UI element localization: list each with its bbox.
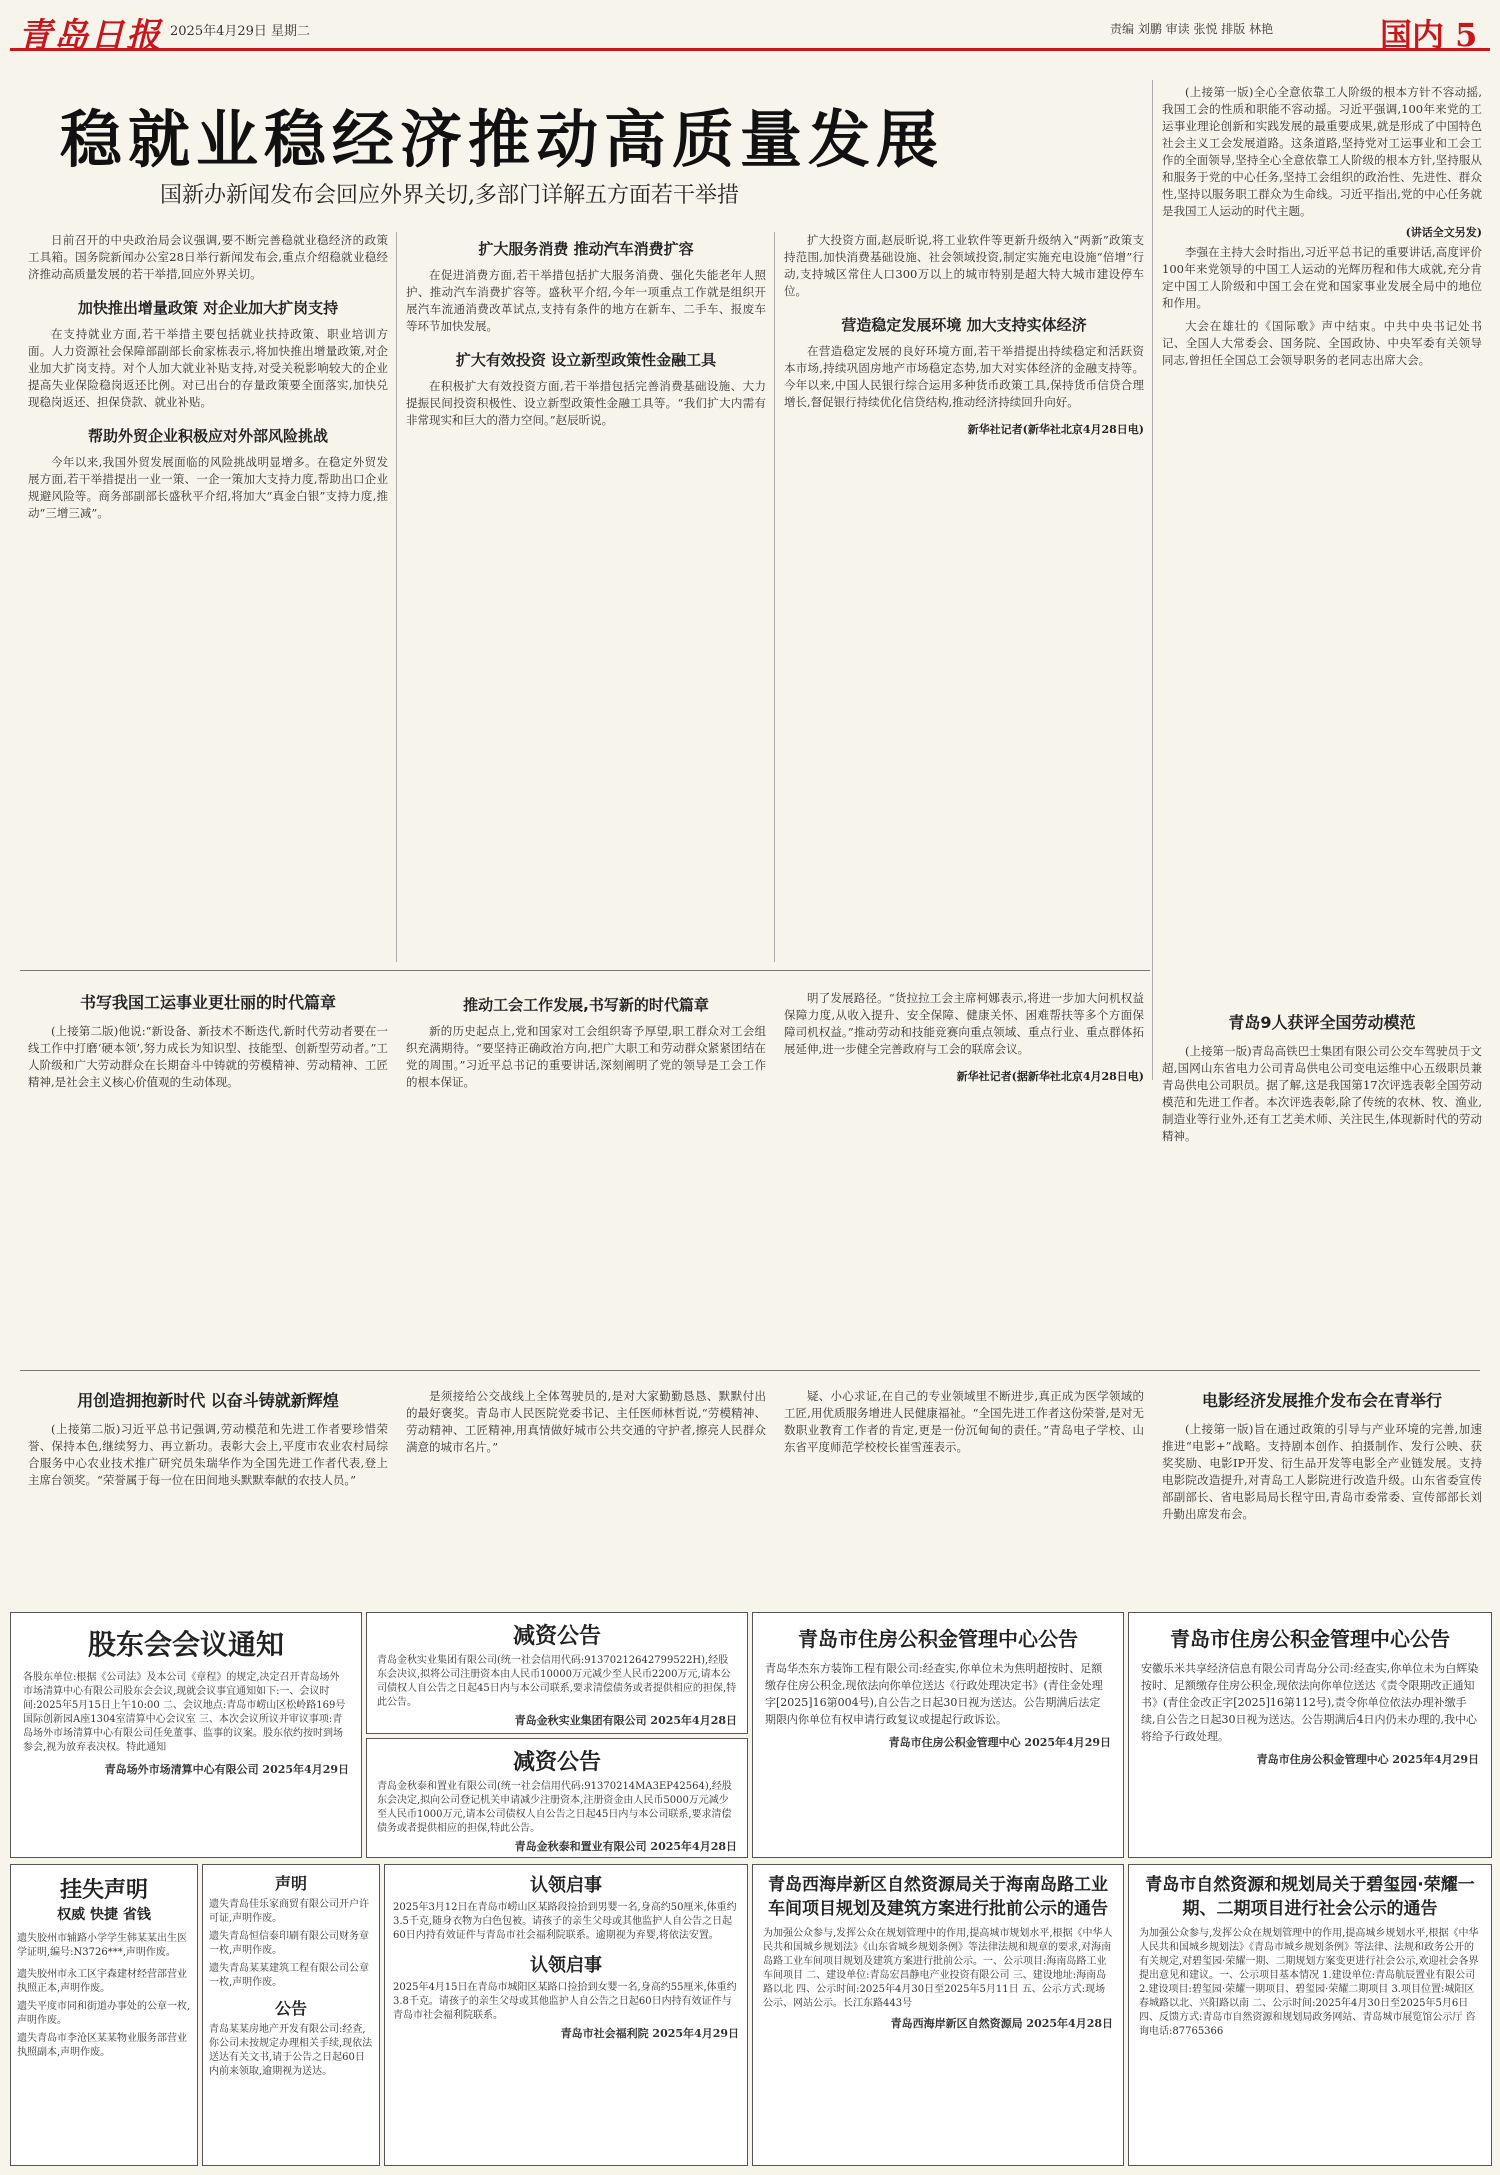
lead-col-3 (784, 232, 1144, 437)
story2-headline: 书写我国工运事业更壮丽的时代篇章 (79, 993, 336, 1012)
story2-right-text: 明了发展路径。“货拉拉工会主席柯娜表示,将进一步加大问机权益保障力度,从收入提升、安全保障、健康关怀、困难帮扶等多个方面保障司机权益。”推动劳动和技能竞赛向重点领域、重点行业、重点群体拓展延伸,进一步健全完善政府与工会的联席会议。 (784, 991, 1144, 1056)
section-heading-employment: 加快推出增量政策 对企业加大扩岗支持 (77, 299, 339, 317)
ad-land-notice-1 (752, 1864, 1124, 2166)
ad-body: 为加强公众参与,发挥公众在规划管理中的作用,提高城市规划水平,根据《中华人民共和国城乡规划法》《山东省城乡规划条例》等法律法规和规章的要求,对海南岛路工业车间项目规划及建筑方案进行批前公示。一、公示项目:海南岛路工业车间项目 二、建设单位:青岛宏昌静电产业投资有限公司 三、建设地址:海南岛路以北 四、公示时间:2025年4月30日至2025年5月11日 五、公示方式:现场公示、网站公示。长江东路443号 (763, 1928, 1113, 2009)
lost-item: 遗失胶州市辅路小学学生韩某某出生医学证明,编号:N3726***,声明作废。 (17, 1933, 187, 1958)
lead-col-1 (28, 232, 388, 522)
editor-credits: 责编 刘鹏 审读 张悦 排版 林艳 (1110, 22, 1274, 36)
ad-title: 声明 (274, 1874, 307, 1893)
ad-capital-reduction-2 (366, 1738, 748, 1858)
section-rule (20, 970, 1150, 971)
section-heading-investment: 扩大有效投资 设立新型政策性金融工具 (455, 351, 717, 369)
story5-text: (上接第一版)旨在通过政策的引导与产业环境的完善,加速推进“电影+”战略。支持剧本创作、拍摄制作、发行公映、获奖奖励、电影IP开发、衍生品开发等电影全产业链发展。支持电影院改造提升,对青岛工人影院进行改造升级。山东省委宣传部副部长、省电影局局长程守田,青岛市委常委、宣传部部长刘升勤出席发布会。 (1162, 1422, 1482, 1521)
ad-signature: 青岛西海岸新区自然资源局 2025年4月28日 (890, 2017, 1113, 2030)
declare-item: 遗失青岛佳乐家商贸有限公司开户许可证,声明作废。 (209, 1899, 369, 1924)
speech-note: (讲话全文另发) (1405, 226, 1482, 239)
ad-title: 青岛西海岸新区自然资源局关于海南岛路工业车间项目规划及建筑方案进行批前公示的通告 (768, 1875, 1108, 1919)
lead-subheadline: 国新办新闻发布会回应外界关切,多部门详解五方面若干举措 (160, 183, 739, 208)
ad-declarations (202, 1864, 380, 2166)
ad-title: 股东会会议通知 (87, 1628, 284, 1661)
ad-body: 青岛华杰东方装饰工程有限公司:经查实,你单位未为焦明超按时、足额缴存住房公积金,现依法向你单位送达《行政处理决定书》(青住金处理字[2025]16第004号),自公告之日起30日视为送达。公告期满后法定期限内你单位有权申请行政复议或提起行政诉讼。 (765, 1662, 1103, 1726)
section-text-investment: 在积极扩大有效投资方面,若干举措包括完善消费基础设施、大力提振民间投资积极性、设立新型政策性金融工具等。“我们扩大内需有非常现实和巨大的潜力空间。”赵辰昕说。 (406, 379, 766, 427)
story4-headline: 用创造拥抱新时代 以奋斗铸就新辉煌 (77, 1391, 339, 1410)
ad-body: 2025年3月12日在青岛市崂山区某路段捡拾到男婴一名,身高约50厘米,体重约3.5千克,随身衣物为白色包被。请孩子的亲生父母或其他监护人自公告之日起60日内持有效证件与青岛市社会福利院联系。逾期视为弃婴,将依法安置。 (393, 1902, 737, 1941)
ad-shareholder-meeting (10, 1612, 362, 1858)
ad-certify (384, 1864, 748, 2166)
story4-col-1 (28, 1388, 388, 1489)
divider (774, 232, 775, 962)
ad-signature: 青岛金秋泰和置业有限公司 2025年4月28日 (514, 1840, 737, 1853)
ad-title: 青岛市住房公积金管理中心公告 (1170, 1627, 1450, 1651)
section-heading-environment: 营造稳定发展环境 加大支持实体经济 (841, 316, 1087, 334)
ad-land-notice-2 (1128, 1864, 1492, 2166)
section-text-trade: 今年以来,我国外贸发展面临的风险挑战明显增多。在稳定外贸发展方面,若干举措提出一业一策、一企一策加大支持力度,帮助出口企业规避风险等。商务部副部长盛秋平介绍,将加大“真金白银”支持力度,推动“三增三减”。 (28, 455, 388, 520)
congress-text-3: 大会在雄壮的《国际歌》声中结束。中共中央书记处书记、全国人大常委会、国务院、全国政协、中央军委有关领导同志,曾担任全国总工会领导职务的老同志出席大会。 (1162, 319, 1482, 367)
ad-body: 为加强公众参与,发挥公众在规划管理中的作用,提高城乡规划水平,根据《中华人民共和国城乡规划法》《青岛市城乡规划条例》等法律、法规和政务公开的有关规定,对碧玺园·荣耀一期、二期规划方案变更进行社会公示,欢迎社会各界提出意见和建议。一、公示项目基本情况 1.建设单位:青岛航辰置业有限公司 2.建设项目:碧玺园·荣耀一期项目、碧玺园·荣耀二期项目 3.项目位置:城阳区春城路以北、兴阳路以南 二、公示时间:2025年4月30日至2025年5月6日 四、反馈方式:青岛市自然资源和规划局政务网站、青岛城市展览馆公示厅 咨询电话:87765366 (1139, 1928, 1479, 2037)
ad-lost-notice (10, 1864, 198, 2166)
section-rule (20, 1370, 1480, 1371)
story3-text: (上接第一版)青岛高铁巴士集团有限公司公交车驾驶员于文超,国网山东省电力公司青岛供电公司变电运维中心五级职员兼青岛供电公司职员。据了解,这是我国第17次评选表彰全国劳动模范和先进工作者。本次评选表彰,除了传统的农林、牧、渔业,制造业等行业外,还有工艺美术师、关注民生,体现新时代的劳动精神。 (1162, 1044, 1482, 1143)
declare-item: 遗失青岛恒信泰印刷有限公司财务章一枚,声明作废。 (209, 1931, 369, 1956)
story2-col-1 (28, 990, 388, 1091)
lost-item: 遗失青岛市李沧区某某物业服务部营业执照副本,声明作废。 (17, 2033, 187, 2058)
ad-title: 青岛市自然资源和规划局关于碧玺园·荣耀一期、二期项目进行社会公示的通告 (1145, 1875, 1475, 1919)
ad-body: 各股东单位:根据《公司法》及本公司《章程》的规定,决定召开青岛场外市场清算中心有限公司股东会会议,现就会议事宜通知如下:一、会议时间:2025年5月15日上午10:00 二、会议地点:青岛市崂山区松岭路169号国际创新园A座1304室清算中心会议室 三、本次会议所议并审议事项:青岛场外市场清算中心有限公司任免董事、监事的议案。股东依约按时到场参会,视为放弃表决权。特此通知 (23, 1672, 346, 1753)
ad-signature: 青岛市住房公积金管理中心 2025年4月29日 (1256, 1753, 1479, 1766)
section-text-consumption: 在促进消费方面,若干举措包括扩大服务消费、强化失能老年人照护、推动汽车消费扩容等。盛秋平介绍,今年一项重点工作就是组织开展汽车流通消费改革试点,支持有条件的地方在新车、二手车、报废车等环节加快发展。 (406, 268, 766, 333)
story4-right-text: 疑、小心求证,在自己的专业领域里不断进步,真正成为医学领域的工匠,用优质服务增进人民健康福祉。“全国先进工作者这份荣誉,是对无数职业教育工作者的肯定,更是一份沉甸甸的责任。”青岛电子学校、山东省平度师范学校校长崔雪莲表示。 (784, 1389, 1144, 1454)
lost-item: 遗失胶州市永工区宇森建材经营部营业执照正本,声明作废。 (17, 1969, 187, 1994)
ad-signature: 青岛市住房公积金管理中心 2025年4月29日 (888, 1736, 1111, 1749)
congress-continued-text: (上接第一版)全心全意依靠工人阶级的根本方针不容动摇,我国工会的性质和职能不容动摇。习近平强调,100年来党的工运事业理论创新和实践发展的最重要成果,就是形成了中国特色社会主义工会发展道路。这条道路,坚持党对工运事业和工会工作的全面领导,坚持全心全意依靠工人阶级的根本方针,坚持服从和服务于党的中心任务,坚持工会组织的政治性、先进性、群众性,坚持以服务职工群众为生命线。习近平指出,党的中心任务就是我国工人运动的时代主题。 (1162, 85, 1482, 218)
masthead (10, 6, 1490, 56)
ad-title: 青岛市住房公积金管理中心公告 (798, 1627, 1078, 1651)
story5 (1162, 1388, 1482, 1523)
congress-text-2: 李强在主持大会时指出,习近平总书记的重要讲话,高度评价100年来党领导的中国工人运动的光辉历程和伟大成就,充分肯定中国工人阶级和中国工会在党和国家事业发展全局中的地位和作用。 (1162, 245, 1482, 310)
story3 (1162, 1010, 1482, 1145)
ad-slogan: 权威 快捷 省钱 (57, 1907, 151, 1923)
ad-subtitle: 公告 (274, 1999, 307, 2018)
divider (1152, 80, 1153, 1080)
ad-housing-fund-1 (752, 1612, 1124, 1858)
story4-text: (上接第二版)习近平总书记强调,劳动模范和先进工作者要珍惜荣誉、保持本色,继续努力、再立新功。表彰大会上,平度市农业农村局综合服务中心农业技术推广研究员朱瑞华作为全国先进工作者代表,登上主席台领奖。“荣誉属于每一位在田间地头默默奉献的农技人员。” (28, 1422, 388, 1487)
ad-body: 青岛金秋实业集团有限公司(统一社会信用代码:91370212642799522H),经股东会决议,拟将公司注册资本由人民币10000万元减少至人民币2200万元,请本公司债权人自公告之日起45日内与本公司联系,要求清偿债务或者提供相应的担保,特此公告。 (377, 1655, 737, 1708)
story2-col-3 (784, 990, 1144, 1084)
page-section: 国内 5 (1380, 16, 1478, 54)
lead-headline: 稳就业稳经济推动高质量发展 (60, 103, 945, 176)
ad-housing-fund-2 (1128, 1612, 1492, 1858)
story5-headline: 电影经济发展推介发布会在青举行 (1201, 1391, 1442, 1410)
story4-mid-text: 是须接给公交战线上全体驾驶员的,是对大家勤勤恳恳、默默付出的最好褒奖。青岛市人民医院党委书记、主任医师林哲说,“劳模精神、劳动精神、工匠精神,用真情做好城市公共交通的守护者,擦亮人民群众满意的城市名片。” (406, 1389, 766, 1454)
newspaper-logo: 青岛日报 (18, 16, 162, 56)
story3-headline: 青岛9人获评全国劳动模范 (1228, 1013, 1416, 1032)
story2-col-2 (406, 990, 766, 1091)
section-heading-trade: 帮助外贸企业积极应对外部风险挑战 (87, 427, 328, 445)
section-text-invest-cont: 扩大投资方面,赵辰昕说,将工业软件等更新升级纳入“两新”政策支持范围,加快消费基础设施、社会领域投资,制定实施充电设施“倍增”行动,支持城区常住人口300万以上的城市特别是超大特大城市建设停车位。 (784, 233, 1144, 298)
story2-mid-text: 新的历史起点上,党和国家对工会组织寄予厚望,职工群众对工会组织充满期待。“要坚持正确政治方向,把广大职工和劳动群众紧紧团结在党的周围。”习近平总书记的重要讲话,深刻阐明了党的领导是工会工作的根本保证。 (406, 1024, 766, 1089)
lost-item: 遗失平度市同和街道办事处的公章一枚,声明作废。 (17, 2001, 191, 2026)
story2-subheading: 推动工会工作发展,书写新的时代篇章 (463, 996, 709, 1014)
section-text-employment: 在支持就业方面,若干举措主要包括就业扶持政策、职业培训方面。人力资源社会保障部副部长俞家栋表示,将加快推出增量政策,对企业加大扩岗支持。对个人加大就业补贴支持,对受关税影响较大的企业提高失业保险稳岗返还比例。对已出台的存量政策要全面落实,加快兑现稳岗返还、担保贷款、就业补贴。 (28, 327, 388, 409)
divider (396, 232, 397, 962)
lead-byline: 新华社记者(新华社北京4月28日电) (967, 423, 1144, 436)
section-text-environment: 在营造稳定发展的良好环境方面,若干举措提出持续稳定和活跃资本市场,持续巩固房地产市场稳定态势,加大对实体经济的金融支持等。今年以来,中国人民银行综合运用多种货币政策工具,保持货币信贷合理增长,督促银行持续优化信贷结构,推动经济持续回升向好。 (784, 344, 1144, 409)
ad-title: 认领启事 (530, 1955, 602, 1976)
ad-capital-reduction-1 (366, 1612, 748, 1734)
issue-date: 2025年4月29日 星期二 (170, 24, 311, 39)
ad-title: 认领启事 (530, 1875, 602, 1896)
story2-text: (上接第二版)他说:“新设备、新技术不断迭代,新时代劳动者要在一线工作中打磨‘硬本领’,努力成长为知识型、技能型、创新型劳动者。”工人阶级和广大劳动群众在长期奋斗中铸就的劳模精神、劳动精神、工匠精神,是社会主义核心价值观的生动体现。 (28, 1024, 388, 1089)
ad-body: 青岛某某房地产开发有限公司:经查,你公司未按规定办理相关手续,现依法送达有关文书,请于公告之日起60日内前来领取,逾期视为送达。 (209, 2024, 373, 2077)
ad-body: 2025年4月15日在青岛市城阳区某路口捡拾到女婴一名,身高约55厘米,体重约3.8千克。请孩子的亲生父母或其他监护人自公告之日起60日内持有效证件与青岛市社会福利院联系。 (393, 1982, 737, 2021)
story4-col-2 (406, 1388, 766, 1456)
declare-item: 遗失青岛某某建筑工程有限公司公章一枚,声明作废。 (209, 1963, 369, 1988)
story4-col-3 (784, 1388, 1144, 1456)
ad-body: 安徽乐米共享经济信息有限公司青岛分公司:经查实,你单位未为白辉染按时、足额缴存住房公积金,现依法向你单位送达《责令限期改正通知书》(青住金改正字[2025]16第112号),责令你单位依法办理补缴手续,自公告之日起30日视为送达。公告期满后4日内仍未办理的,我中心将给予行政处理。 (1141, 1662, 1479, 1743)
right-top-column (1162, 84, 1482, 369)
story2-byline: 新华社记者(据新华社北京4月28日电) (956, 1070, 1144, 1083)
ad-body: 青岛金秋泰和置业有限公司(统一社会信用代码:91370214MA3EP42564),经股东会决定,拟向公司登记机关申请减少注册资本,注册资金由人民币5000万元减少至人民币1000万元,请本公司债权人自公告之日起45日内与本公司联系,要求清偿债务或者提供相应的担保,特此公告。 (377, 1781, 732, 1834)
ad-title: 减资公告 (512, 1750, 601, 1775)
lead-col-2 (406, 232, 766, 429)
ad-title: 减资公告 (512, 1624, 601, 1649)
ad-signature: 青岛市社会福利院 2025年4月29日 (560, 2027, 739, 2040)
lead-intro: 日前召开的中央政治局会议强调,要不断完善稳就业稳经济的政策工具箱。国务院新闻办公室28日举行新闻发布会,重点介绍稳就业稳经济推动高质量发展的若干举措,回应外界关切。 (28, 233, 388, 281)
section-heading-consumption: 扩大服务消费 推动汽车消费扩容 (478, 240, 694, 258)
ad-signature: 青岛场外市场清算中心有限公司 2025年4月29日 (104, 1763, 349, 1776)
ad-title: 挂失声明 (59, 1878, 148, 1903)
ad-signature: 青岛金秋实业集团有限公司 2025年4月28日 (514, 1714, 737, 1727)
